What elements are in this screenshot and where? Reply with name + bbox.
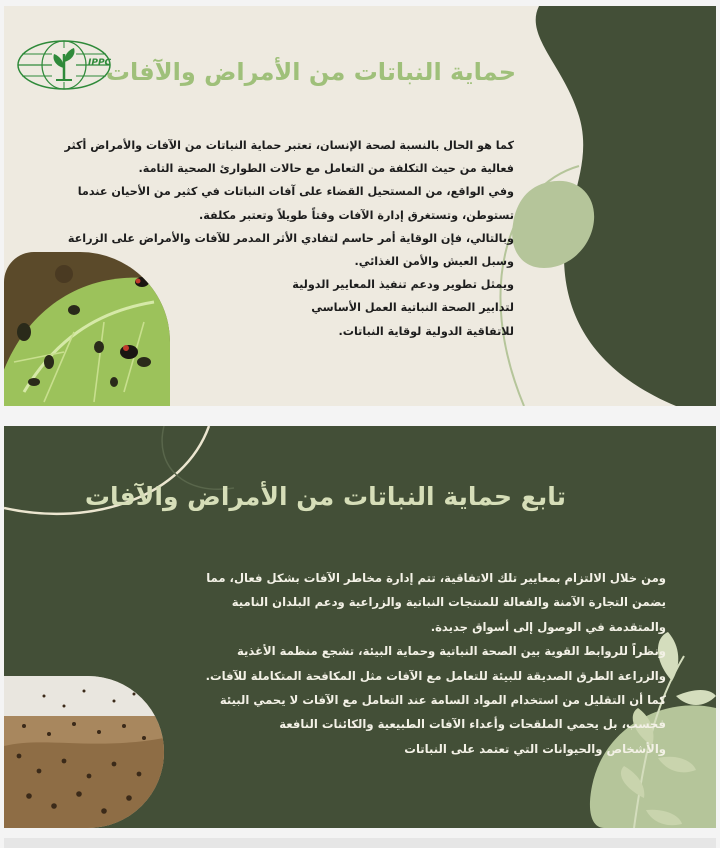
paragraph: للاتفاقية الدولية لوقاية النباتات.	[338, 324, 514, 338]
paragraph: وفي الواقع، من المستحيل القضاء على آفات النباتات في كثير من الأحيان عندما	[77, 185, 514, 199]
slide-2-body	[206, 566, 666, 761]
slide-1-body	[64, 134, 514, 343]
paragraph: كما هو الحال بالنسبة لصحة الإنسان، تعتبر حماية النباتات من الآفات والأمراض أكثر	[64, 139, 514, 152]
slide-2	[4, 426, 716, 828]
paragraph: تستوطن، وتستغرق إدارة الآفات وقتاً طويلاً وتعتبر مكلفة.	[199, 208, 514, 222]
paragraph: والأشخاص والحيوانات التي تعتمد على النباتات	[404, 741, 666, 756]
paragraph: وبالتالي، فإن الوقاية أمر حاسم لتفادي الأثر المدمر للآفات والأمراض على الزراعة	[67, 231, 514, 245]
paragraph: فعالية من حيث التكلفة من التعامل مع حالات الطوارئ الصحية التامة.	[138, 162, 514, 176]
logo-text: IPPC	[88, 58, 112, 68]
paragraph: ومن خلال الالتزام بمعايير تلك الاتفاقية، تتم إدارة مخاطر الآفات بشكل فعال، مما	[206, 571, 666, 585]
paragraph: كما أن التقليل من استخدام المواد السامة عند التعامل مع الآفات لا يحمي البيئة	[219, 693, 666, 708]
paragraph: لتدابير الصحة النباتية العمل الأساسي	[311, 301, 514, 315]
locust-swarm-photo	[4, 676, 164, 828]
paragraph: ويمثل تطوير ودعم تنفيذ المعايير الدولية	[292, 278, 514, 292]
paragraph: والزراعة الطرق الصديقة للبيئة للتعامل مع الآفات مثل المكافحة المتكاملة للآفات.	[205, 668, 666, 683]
locust-swarm-image	[4, 676, 164, 828]
next-slide-edge	[4, 838, 716, 848]
slide-2-title: تابع حماية النباتات من الأمراض والآفات	[84, 482, 566, 511]
paragraph: يضمن التجارة الآمنة والفعالة للمنتجات النباتية والزراعية ودعم البلدان النامية	[231, 595, 666, 610]
slide-1	[4, 6, 716, 406]
paragraph: ونظراً للروابط القوية بين الصحة النباتية وحماية البيئة، تشجع منظمة الأغذية	[237, 644, 666, 659]
slide-1-title: حماية النباتات من الأمراض والآفات	[105, 58, 516, 86]
paragraph: والمتقدمة في الوصول إلى أسواق جديدة.	[430, 619, 666, 634]
paragraph: وسبل العيش والأمن الغذائي.	[354, 255, 514, 269]
paragraph: فحسب، بل يحمي الملقحات وأعداء الآفات الطبيعية والكائنات النافعة	[279, 717, 666, 732]
